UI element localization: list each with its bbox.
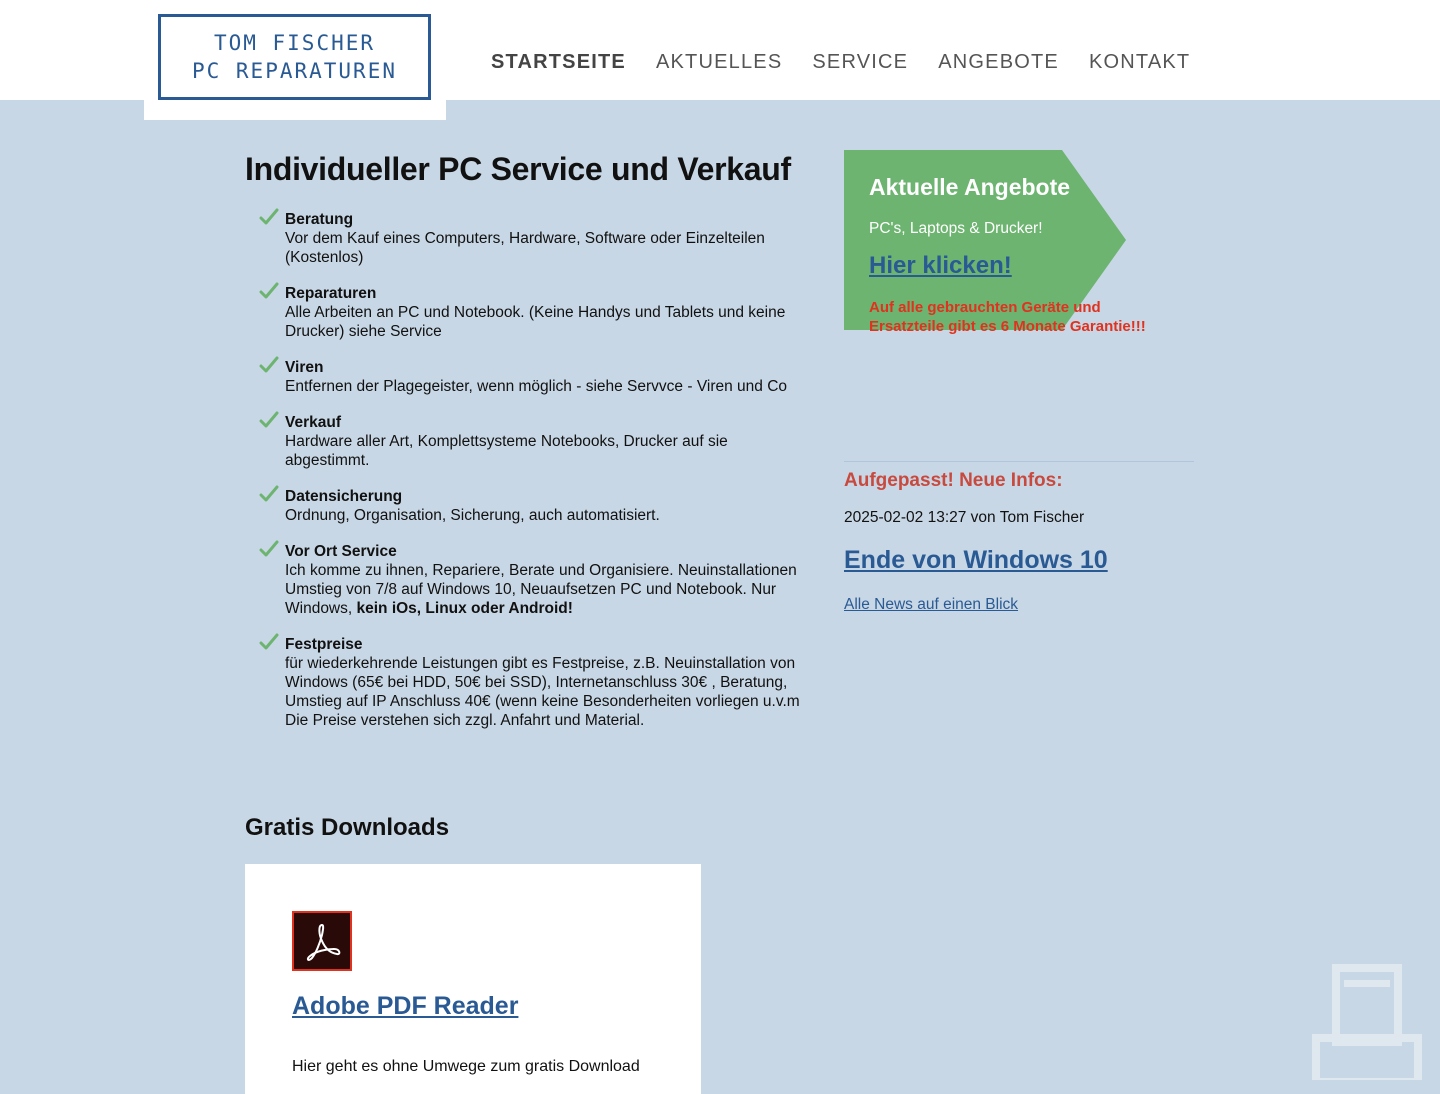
- feature-title: Verkauf: [285, 414, 342, 431]
- divider: [844, 461, 1194, 462]
- nav-item-service[interactable]: SERVICE: [812, 51, 909, 73]
- main-nav: [491, 48, 1220, 76]
- feature-title: Datensicherung: [285, 488, 403, 505]
- feature-desc: Hardware aller Art, Komplettsysteme Notebooks, Drucker auf sie abgestimmt.: [285, 433, 728, 469]
- feature-desc: Vor dem Kauf eines Computers, Hardware, Software oder Einzelteilen (Kostenlos): [285, 230, 765, 266]
- main-content: [245, 150, 815, 747]
- feature-desc: Entfernen der Plagegeister, wenn möglich - siehe Servvce - Viren und Co: [285, 378, 788, 395]
- news-heading: Aufgepasst! Neue Infos:: [844, 470, 1063, 491]
- feature-desc-bold: kein iOs, Linux oder Android!: [356, 600, 573, 617]
- logo-line-2: PC REPARATUREN: [191, 59, 397, 83]
- promo-title: Aktuelle Angebote: [869, 174, 1071, 200]
- check-icon: [259, 282, 279, 300]
- feature-item: [245, 413, 815, 470]
- check-icon: [259, 633, 279, 651]
- logo-container[interactable]: [144, 0, 446, 120]
- feature-item: [245, 210, 815, 267]
- adobe-pdf-icon[interactable]: [292, 911, 352, 971]
- check-icon: [259, 356, 279, 374]
- feature-title: Vor Ort Service: [285, 543, 397, 560]
- promo-subtitle: PC's, Laptops & Drucker!: [869, 220, 1043, 237]
- warranty-notice: Auf alle gebrauchten Geräte und Ersatzteile gibt es 6 Monate Garantie!!!: [869, 299, 1146, 335]
- feature-desc: [285, 561, 815, 618]
- nav-item-aktuelles[interactable]: AKTUELLES: [655, 51, 783, 73]
- check-icon: [259, 208, 279, 226]
- feature-desc-text: Ich komme zu ihnen, Repariere, Berate und Organisiere. Neuinstallationen Umstieg von 7/8 auf Windows 10, Neuaufsetzen PC und Notebook. Nur Windows,: [285, 562, 797, 617]
- feature-title: Viren: [285, 359, 324, 376]
- download-desc: Hier geht es ohne Umwege zum gratis Download: [292, 1058, 640, 1075]
- feature-list: [245, 210, 815, 730]
- feature-title: Festpreise: [285, 636, 363, 653]
- feature-item: [245, 284, 815, 341]
- feature-item: [245, 542, 815, 618]
- all-news-link[interactable]: Alle News auf einen Blick: [844, 596, 1019, 613]
- downloads-title: Gratis Downloads: [245, 814, 450, 841]
- nav-item-angebote[interactable]: ANGEBOTE: [938, 51, 1059, 73]
- promo-link[interactable]: Hier klicken!: [869, 252, 1012, 279]
- news-meta: 2025-02-02 13:27 von Tom Fischer: [844, 509, 1085, 526]
- check-icon: [259, 540, 279, 558]
- check-icon: [259, 411, 279, 429]
- feature-desc: Alle Arbeiten an PC und Notebook. (Keine Handys und Tablets und keine Drucker) siehe Service: [285, 304, 786, 340]
- news-title-link[interactable]: Ende von Windows 10: [844, 546, 1108, 574]
- page-title: Individueller PC Service und Verkauf: [245, 151, 791, 187]
- feature-item: [245, 487, 815, 525]
- adobe-pdf-reader-link[interactable]: Adobe PDF Reader: [292, 992, 519, 1020]
- feature-desc: für wiederkehrende Leistungen gibt es Festpreise, z.B. Neuinstallation von Windows (65€ bei HDD, 50€ bei SSD), Internetanschluss 30€ , Beratung, Umstieg auf IP Anschluss 40€ (wenn keine Besonderheiten vorliegen u.v.m Die Preise verstehen sich zzgl. Anfahrt und Material.: [285, 655, 800, 729]
- check-icon: [259, 485, 279, 503]
- logo[interactable]: [158, 14, 431, 100]
- nav-item-kontakt[interactable]: KONTAKT: [1088, 51, 1191, 73]
- download-card: [245, 864, 701, 1094]
- scroll-to-top-icon[interactable]: [1312, 964, 1424, 1080]
- feature-item: [245, 635, 815, 730]
- offers-promo: [844, 150, 1146, 335]
- feature-title: Beratung: [285, 211, 354, 228]
- nav-item-startseite[interactable]: STARTSEITE: [491, 51, 626, 73]
- feature-item: [245, 358, 815, 396]
- logo-line-1: TOM FISCHER: [213, 31, 376, 55]
- feature-title: Reparaturen: [285, 285, 377, 302]
- feature-desc: Ordnung, Organisation, Sicherung, auch automatisiert.: [285, 507, 660, 524]
